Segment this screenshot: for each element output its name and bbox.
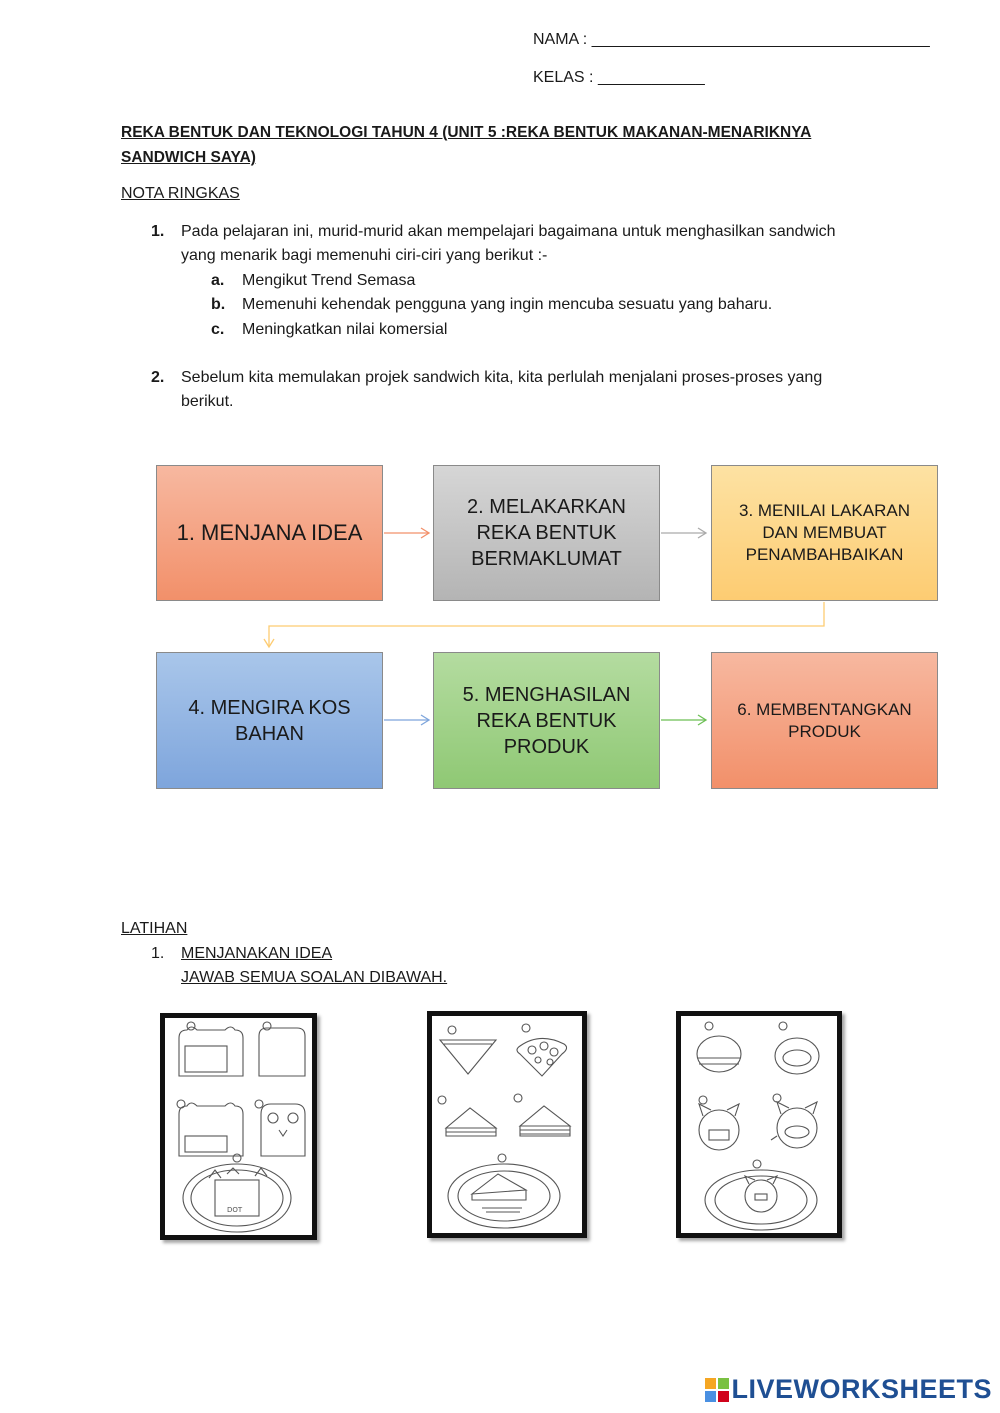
flow-step-4-line-2: BAHAN xyxy=(235,722,304,745)
arrow-3-to-4 xyxy=(264,602,824,647)
flow-step-6-line-1: 6. MEMBENTANGKAN xyxy=(737,699,912,719)
flow-step-2 xyxy=(433,465,660,601)
flow-step-6 xyxy=(711,652,938,789)
flow-step-2-line-1: 2. MELAKARKAN xyxy=(467,496,626,518)
arrow-4-to-5 xyxy=(384,715,429,725)
triangle-sandwich-sketch xyxy=(432,1016,582,1233)
sketch-card-triangle xyxy=(427,1011,587,1238)
flow-step-1-line-1: 1. MENJANA IDEA xyxy=(176,520,363,545)
liveworksheets-logo xyxy=(705,1374,992,1405)
logo-text: LIVEWORKSHEETS xyxy=(731,1374,992,1404)
note-1-number: 1. xyxy=(151,223,165,240)
title-line-2: SANDWICH SAYA) xyxy=(121,149,256,166)
note-1-line-1: Pada pelajaran ini, murid-murid akan mempelajari bagaimana untuk menghasilkan sandwich xyxy=(181,223,836,240)
note-2-line-1: Sebelum kita memulakan projek sandwich kita, kita perlulah menjalani proses-proses yang xyxy=(181,369,823,386)
bread-sandwich-sketch xyxy=(165,1018,312,1235)
flow-step-2-line-3: BERMAKLUMAT xyxy=(471,548,622,570)
arrow-2-to-3 xyxy=(661,528,706,538)
flow-step-3 xyxy=(711,465,938,601)
kelas-blank[interactable]: ____________ xyxy=(597,69,705,86)
sub-b-label: b. xyxy=(211,296,226,313)
flow-step-3-line-2: DAN MEMBUAT xyxy=(762,523,887,542)
sub-a-text: Mengikut Trend Semasa xyxy=(242,272,416,289)
flow-step-4-line-1: 4. MENGIRA KOS xyxy=(188,696,351,719)
latihan-heading: LATIHAN xyxy=(121,920,188,937)
flow-step-5-line-2: REKA BENTUK xyxy=(476,709,617,732)
flow-step-5 xyxy=(433,652,660,789)
nama-label: NAMA : xyxy=(533,31,588,48)
flow-step-1 xyxy=(156,465,383,601)
latihan-number: 1. xyxy=(151,945,165,962)
arrow-5-to-6 xyxy=(661,715,706,725)
sketch-card-bread xyxy=(160,1013,317,1240)
flow-step-3-line-1: 3. MENILAI LAKARAN xyxy=(738,501,910,520)
note-2-line-2: berikut. xyxy=(181,393,234,410)
arrow-1-to-2 xyxy=(384,528,429,538)
nama-blank[interactable]: ______________________________________ xyxy=(591,31,930,48)
note-1-line-2: yang menarik bagi memenuhi ciri-ciri yang berikut :- xyxy=(181,247,548,264)
sub-c-text: Meningkatkan nilai komersial xyxy=(242,321,448,338)
flow-step-6-line-2: PRODUK xyxy=(788,721,861,741)
kelas-label: KELAS : xyxy=(533,69,594,86)
flow-step-5-line-3: PRODUK xyxy=(503,735,590,758)
sketch-card-round xyxy=(676,1011,842,1238)
flow-step-2-line-2: REKA BENTUK xyxy=(476,522,617,544)
sub-b-text: Memenuhi kehendak pengguna yang ingin mencuba sesuatu yang baharu. xyxy=(242,296,773,313)
logo-icon xyxy=(705,1378,729,1402)
nota-heading: NOTA RINGKAS xyxy=(121,185,240,202)
latihan-instruction: JAWAB SEMUA SOALAN DIBAWAH. xyxy=(181,969,448,986)
card1-sketch-label: DOT xyxy=(227,1206,243,1214)
latihan-item-title: MENJANAKAN IDEA xyxy=(181,945,333,962)
note-2-number: 2. xyxy=(151,369,165,386)
flow-step-5-line-1: 5. MENGHASILAN xyxy=(462,683,631,706)
sub-a-label: a. xyxy=(211,272,225,289)
flow-step-4 xyxy=(156,652,383,789)
flow-step-3-line-3: PENAMBAHBAIKAN xyxy=(745,545,904,564)
round-bun-sketch xyxy=(681,1016,837,1233)
title-line-1: REKA BENTUK DAN TEKNOLOGI TAHUN 4 (UNIT 5 :REKA BENTUK MAKANAN-MENARIKNYA xyxy=(121,124,812,141)
sub-c-label: c. xyxy=(211,321,225,338)
